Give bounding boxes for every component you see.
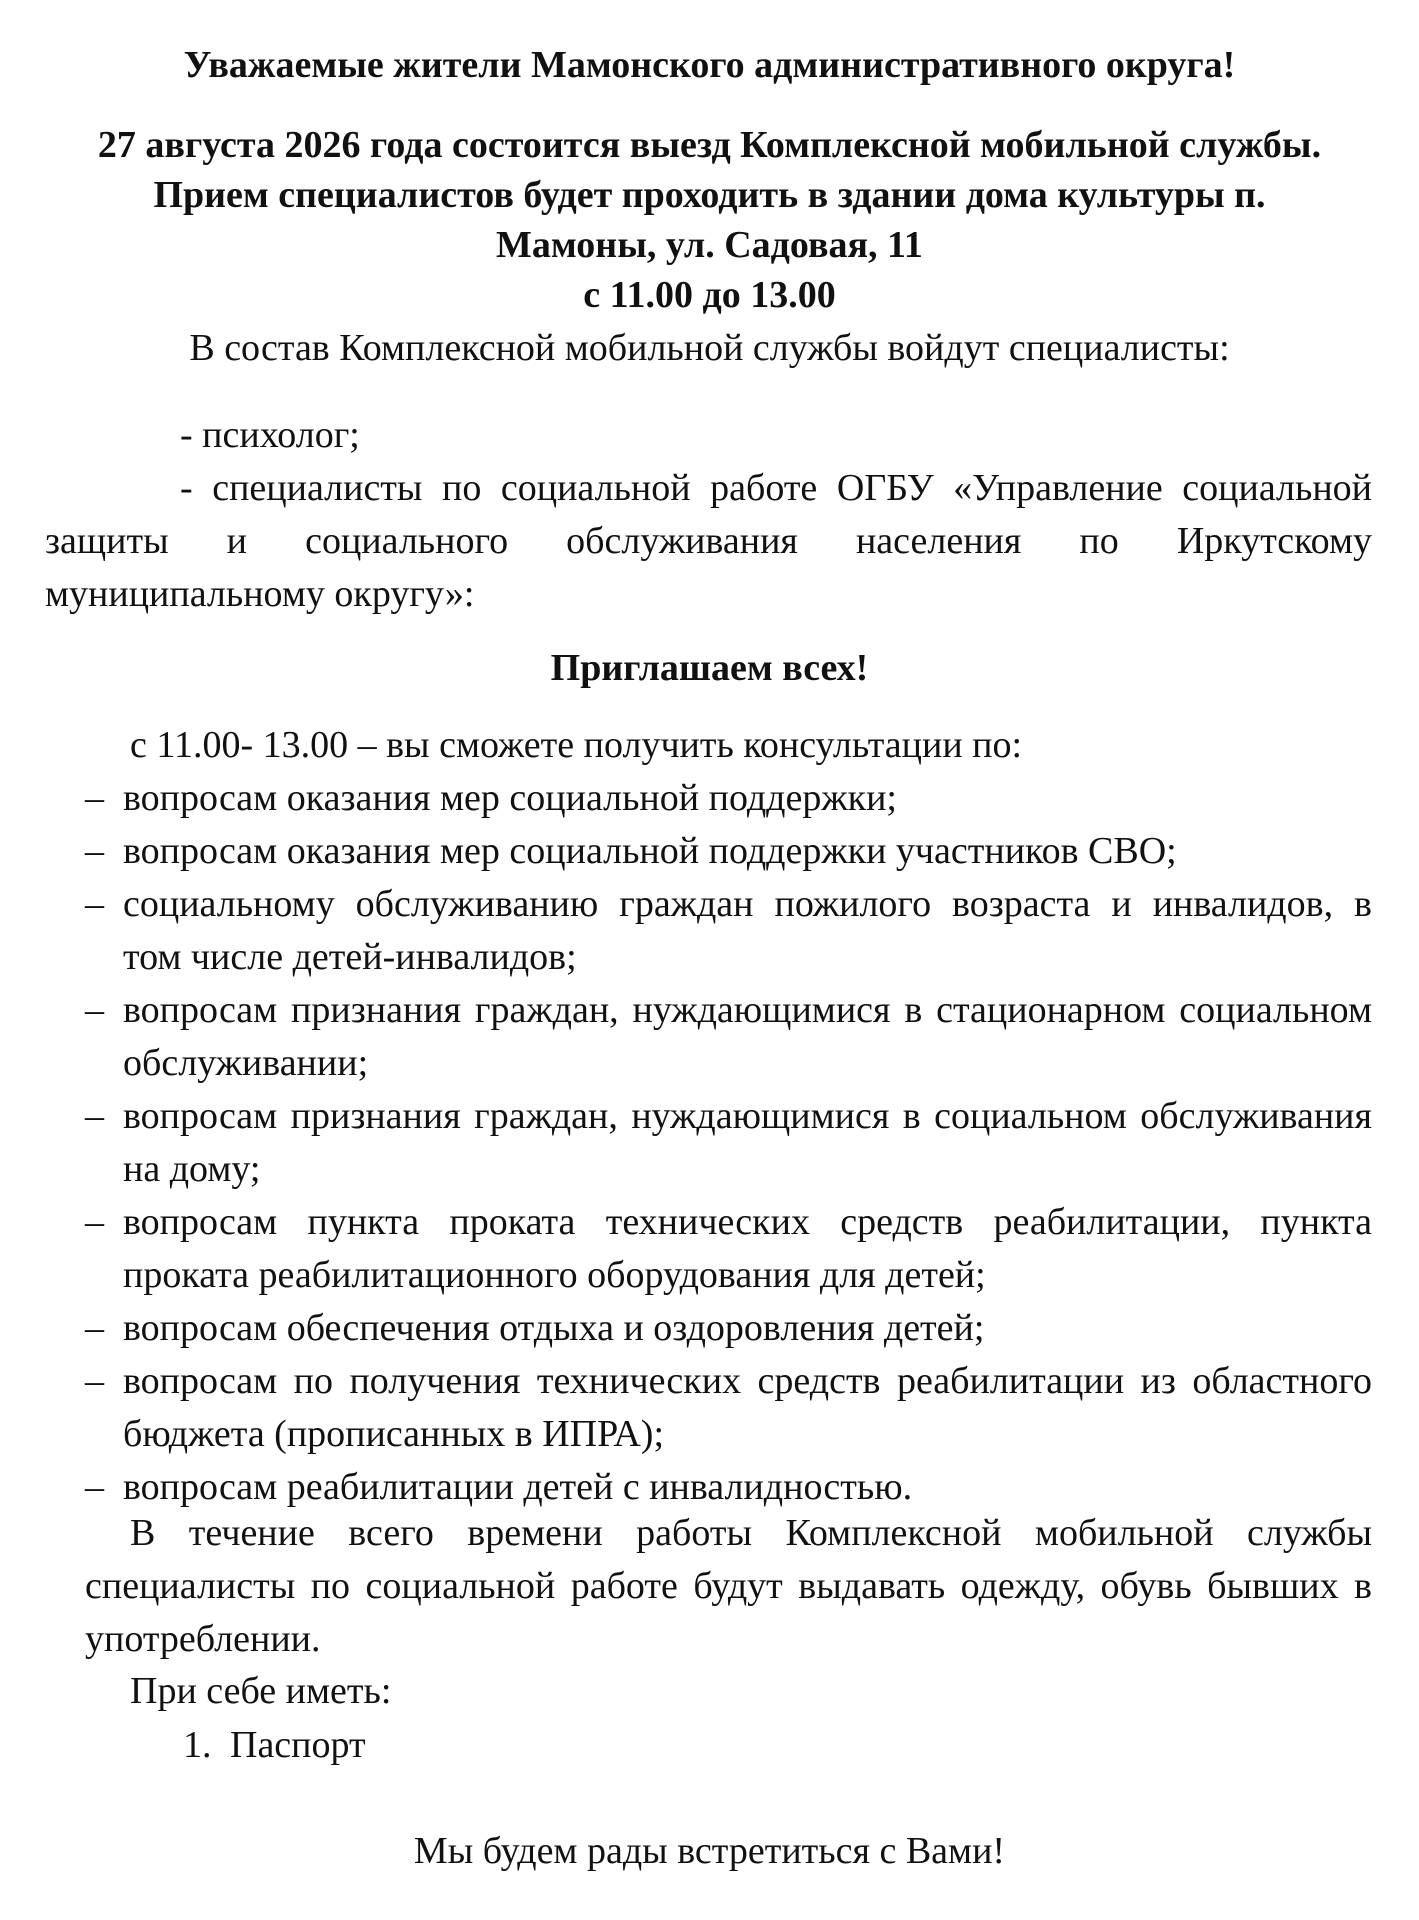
consult-item-dash: – (85, 1307, 104, 1349)
composition-item-specialists-line-2: защиты и социального обслуживания населения по Иркутскому (45, 520, 1372, 562)
bring-title: При себе иметь: (130, 1670, 392, 1712)
composition-intro: В состав Комплексной мобильной службы войдут специалисты: (189, 327, 1230, 369)
consult-item-line: вопросам оказания мер социальной поддержки; (123, 777, 897, 819)
consult-item-dash: – (85, 1201, 104, 1243)
clothing-line-2: специалисты по социальной работе будут выдавать одежду, обувь бывших в (85, 1565, 1372, 1607)
consult-item-line: проката реабилитационного оборудования для детей; (123, 1254, 986, 1296)
announce-line-3: Мамоны, ул. Садовая, 11 (496, 224, 923, 266)
consult-item-dash: – (85, 1360, 104, 1402)
consult-item-dash: – (85, 989, 104, 1031)
consult-intro: с 11.00- 13.00 – вы сможете получить консультации по: (130, 724, 1023, 766)
consult-item-line: вопросам пункта проката технических средств реабилитации, пункта (123, 1201, 1372, 1243)
consult-item-line: вопросам признания граждан, нуждающимися в социальном обслуживания (123, 1095, 1372, 1137)
consult-item-dash: – (85, 1466, 104, 1508)
consult-item-line: том числе детей-инвалидов; (123, 936, 577, 978)
composition-item-psychologist: - психолог; (180, 414, 360, 456)
consult-item-line: вопросам признания граждан, нуждающимися в стационарном социальном (123, 989, 1372, 1031)
consult-item-line: на дому; (123, 1148, 261, 1190)
greeting-heading: Уважаемые жители Мамонского административного округа! (183, 44, 1236, 86)
reception-time: с 11.00 до 13.00 (583, 274, 836, 316)
consult-item-line: вопросам оказания мер социальной поддержки участников СВО; (123, 830, 1177, 872)
consult-item-line: вопросам реабилитации детей с инвалидностью. (123, 1466, 913, 1508)
bring-item-number: 1. (183, 1724, 212, 1766)
announce-line-2: Прием специалистов будет проходить в здании дома культуры п. (153, 174, 1266, 216)
consult-item-line: обслуживании; (123, 1042, 369, 1084)
closing-line: Мы будем рады встретиться с Вами! (413, 1830, 1006, 1872)
composition-item-specialists-line-3: муниципальному округу»: (45, 573, 475, 615)
consult-item-dash: – (85, 883, 104, 925)
consult-item-line: социальному обслуживанию граждан пожилого возраста и инвалидов, в (123, 883, 1372, 925)
invite-heading: Приглашаем всех! (550, 647, 869, 689)
composition-item-specialists-line-1: - специалисты по социальной работе ОГБУ «Управление социальной (180, 467, 1372, 509)
consult-item-dash: – (85, 830, 104, 872)
consult-item-dash: – (85, 777, 104, 819)
clothing-line-3: употреблении. (85, 1618, 321, 1660)
consult-item-line: бюджета (прописанных в ИПРА); (123, 1413, 664, 1455)
consult-item-dash: – (85, 1095, 104, 1137)
consult-item-line: вопросам обеспечения отдыха и оздоровления детей; (123, 1307, 985, 1349)
announce-line-1: 27 августа 2026 года состоится выезд Комплексной мобильной службы. (97, 124, 1322, 166)
bring-item-passport: Паспорт (230, 1724, 366, 1766)
clothing-line-1: В течение всего времени работы Комплексной мобильной службы (130, 1512, 1372, 1554)
consult-item-line: вопросам по получения технических средств реабилитации из областного (123, 1360, 1372, 1402)
